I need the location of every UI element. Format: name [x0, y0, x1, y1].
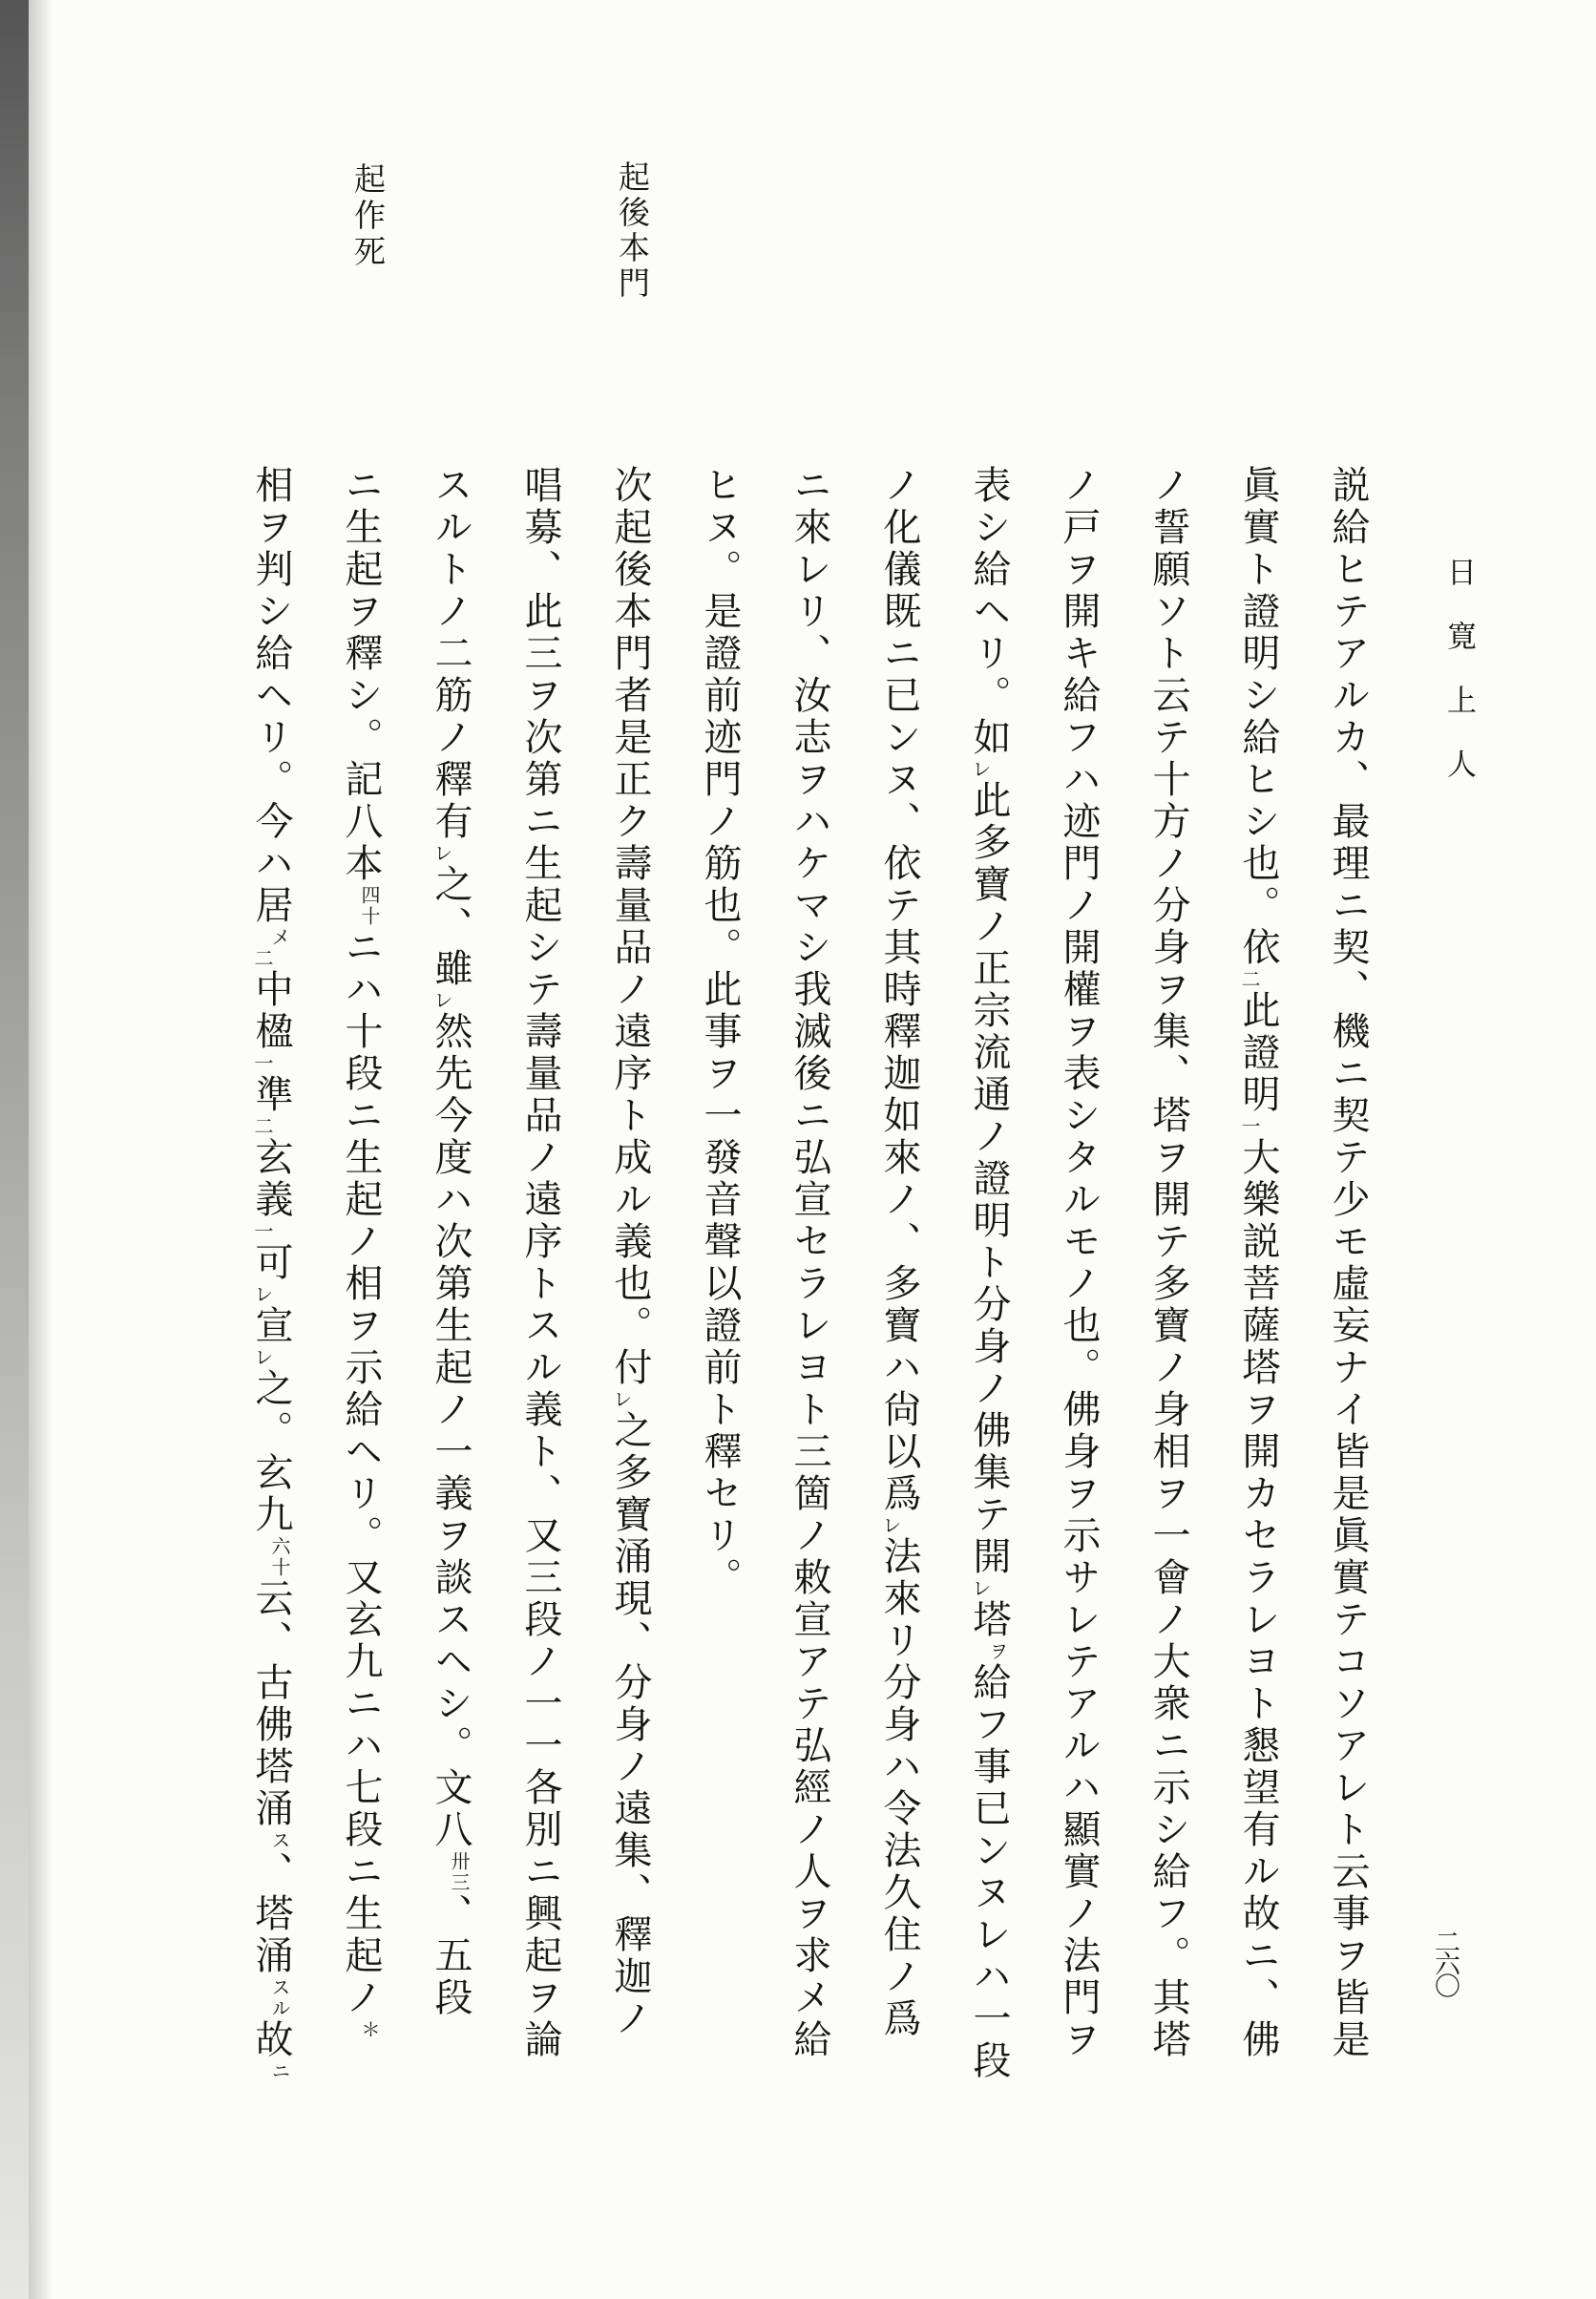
kunten-mark: レ	[430, 843, 453, 864]
kunten-mark: 二	[251, 1116, 274, 1137]
margin-note-kisakushi: 起作死	[349, 162, 387, 271]
kunten-mark: レ	[969, 759, 992, 780]
kunten-mark: ス	[268, 1830, 291, 1851]
kunten-mark: 四十	[358, 885, 381, 927]
text-column-10: 唱募、此三ヲ次第ニ生起シテ壽量品ノ遠序トスル義ト、又三段ノ一一各別ニ興起ヲ論	[518, 465, 562, 2061]
text-column-5: 表シ給ヘリ。如レ此多寶ノ正宗流通ノ證明ト分身ノ佛集テ開レ塔ヲ給フ事已ンヌレハ一段	[967, 465, 1011, 2082]
book-gutter-shadow	[0, 0, 29, 2299]
kunten-mark: レ	[969, 1578, 992, 1599]
margin-note-kigo-honmon: 起後本門	[614, 160, 651, 302]
page-number: 二六〇	[1430, 1929, 1460, 1994]
kunten-mark: ニ	[268, 2061, 291, 2082]
text-column-1: 説給ヒテアルカ、最理ニ契、機ニ契テ少モ虛妄ナイ皆是眞實テコソアレト云事ヲ皆是	[1326, 465, 1370, 2061]
text-column-8: ヒヌ。是證前迹門ノ筋也。此事ヲ一發音聲以證前ト釋セリ。	[698, 465, 742, 1599]
kunten-mark: レ	[251, 1347, 274, 1368]
text-column-6: ノ化儀既ニ已ンヌ、依テ其時釋迦如來ノ、多寶ハ尙以爲レ法來リ分身ハ令法久住ノ爲	[877, 465, 921, 2040]
main-text	[202, 465, 1370, 2082]
text-column-13: 相ヲ判シ給ヘリ。今ハ居メ二中楹一準二玄義一可レ宣レ之。玄九六十云、古佛塔涌ス、塔涌スル故ニ	[249, 465, 293, 2082]
kunten-mark: 二	[1238, 969, 1261, 990]
kunten-mark: スル	[268, 1977, 291, 2019]
kunten-mark: 六十	[268, 1536, 291, 1578]
kunten-mark: メ	[268, 927, 291, 948]
kunten-mark: 卅三	[448, 1851, 471, 1893]
kunten-mark: 二	[251, 948, 274, 969]
kunten-mark: レ	[610, 1389, 633, 1410]
kunten-mark: レ	[430, 990, 453, 1011]
kunten-mark: レ	[879, 1515, 902, 1536]
text-column-12: ニ生起ヲ釋シ。記八本四十ニハ十段ニ生起ノ相ヲ示給ヘリ。又玄九ニハ七段ニ生起ノ＊	[339, 465, 383, 2040]
text-column-2: 眞實ト證明シ給ヒシ也。依二此證明一大樂説菩薩塔ヲ開カセラレヨト懇望有ル故ニ、佛	[1236, 465, 1280, 2061]
kunten-mark: 一	[251, 1053, 274, 1074]
running-head-author-title: 日寛上人	[1441, 557, 1476, 812]
text-column-9: 次起後本門者是正ク壽量品ノ遠序ト成ル義也。付レ之多寶涌現、分身ノ遠集、釋迦ノ	[608, 465, 652, 2040]
kunten-mark: 一	[251, 1221, 274, 1242]
text-column-4: ノ戸ヲ開キ給フハ迹門ノ開權ヲ表シタルモノ也。佛身ヲ示サレテアルハ顯實ノ法門ヲ	[1057, 465, 1101, 2061]
kunten-mark: 一	[1238, 1116, 1261, 1137]
text-column-3: ノ誓願ソト云テ十方ノ分身ヲ集、塔ヲ開テ多寶ノ身相ヲ一會ノ大衆ニ示シ給フ。其塔	[1146, 465, 1190, 2061]
kunten-mark: レ	[251, 1284, 274, 1305]
kunten-mark: ヲ	[986, 1641, 1009, 1662]
text-column-11: スルトノ二筋ノ釋有レ之、雖レ然先今度ハ次第生起ノ一義ヲ談スヘシ。文八卅三、五段	[429, 465, 472, 2019]
text-column-7: ニ來レリ、汝志ヲハケマシ我滅後ニ弘宣セラレヨト三箇ノ敕宣アテ弘經ノ人ヲ求メ給	[788, 465, 831, 2061]
book-gutter-shadow-fade	[29, 0, 53, 2299]
kunten-mark: ＊	[358, 2019, 381, 2040]
